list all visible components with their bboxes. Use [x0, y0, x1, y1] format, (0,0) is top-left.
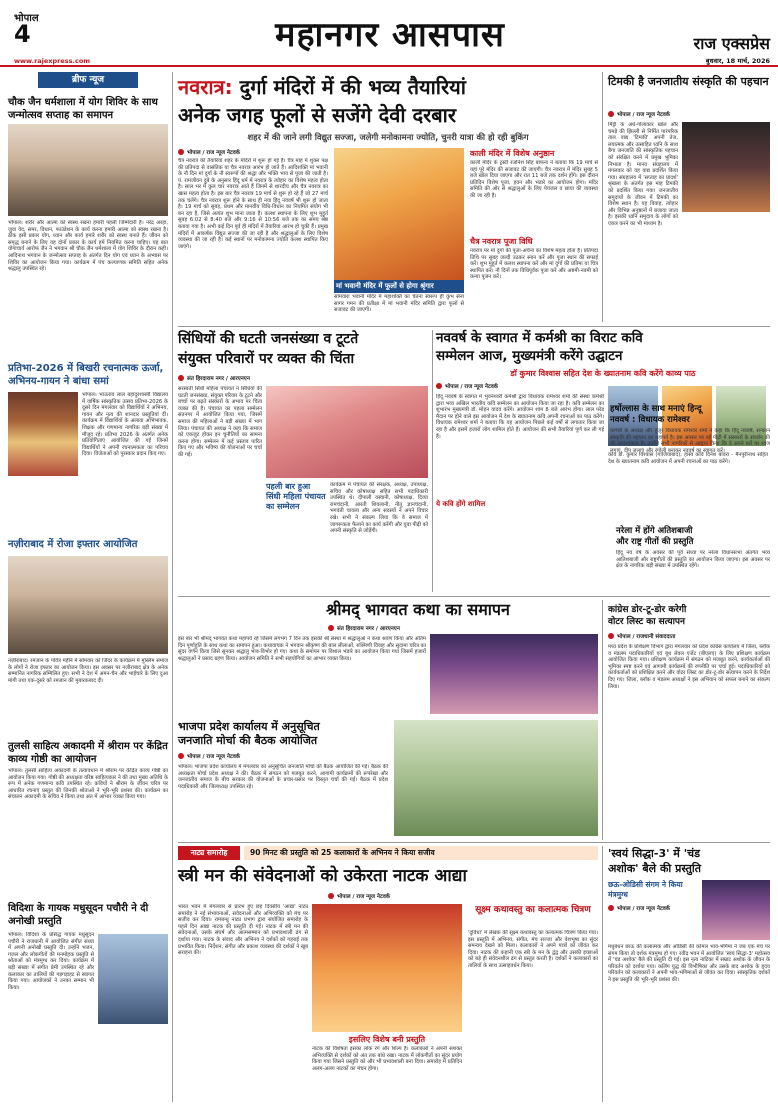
bjp-headline-1: भाजपा प्रदेश कार्यालय में अनुसूचित: [178, 720, 320, 733]
newyear-story: [610, 404, 770, 524]
brief-1-headline: चौक जैन धर्मशाला में योग शिविर के साथ जन्मोत्सव सप्ताह का समापन: [8, 97, 158, 121]
bhagwat-photo: [430, 634, 598, 714]
natya-photo-caption: इसलिए विशेष बनी प्रस्तुति: [348, 1035, 426, 1044]
brief-4-headline: तुलसी साहित्य अकादमी में श्रीराम पर केंद्रित काव्य गोष्ठी का आयोजन: [8, 741, 168, 765]
brief-5-body: भोपाल। विदिशा के प्रसिद्ध गायक मधुसूदन पचौरी ने राजधानी में आयोजित संगीत संध्या में अपनी अनोखी प्रस्तुति दी। उन्होंने भजन, गजल और लोकगीतों की मनमोहक प्रस्तुति से श्रोताओं को मंत्रमुग्ध कर दिया। कार्यक्रम में बड़ी संख्या में संगीत प्रेमी उपस्थित रहे और कलाकार का तालियों की गड़गड़ाहट से स्वागत किया गया। आयोजकों ने उनका सम्मान भी किया।: [8, 932, 94, 991]
sindhi-byline: [178, 374, 250, 382]
masthead-page-no: 4: [14, 20, 31, 48]
masthead-website: www.rajexpress.com: [14, 57, 91, 65]
chaand-sub-head: छऊ-ओडिसी संगम ने किया मंत्रमुग्ध: [608, 880, 683, 899]
masthead-paper: राज एक्सप्रेस: [693, 34, 770, 53]
brief-2-photo: [8, 392, 78, 476]
natya-side-head: सूक्ष्म कथावस्तु का कलात्मक चित्रण: [475, 905, 591, 915]
timki-photo: [682, 122, 770, 212]
congress-headline-1: कांग्रेस डोर-टू-डोर करेगी: [608, 605, 687, 615]
natya-photo: [312, 904, 462, 1032]
lead-side-body-1: काली मंदिर के ट्रस्टी रजनिश सिंह बाफना ने बताया कि 19 मार्च से यहां पूरे मंदिर की सजावट की जाएगी। चैत्र नवरात्र में मंदिर सुबह 5 बजे खोल दिया जाएगा और रात 11 बजे तक दर्शन होंगे। इस दौरान प्रतिदिन विशेष पूजा, हवन और भंडारे का आयोजन होगा। मंदिर समिति की ओर से श्रद्धालुओं के लिए पेयजल व छाया की व्यवस्था की जा रही है।: [470, 160, 598, 199]
brief-3-headline: नज़ीराबाद में रोजा इफ्तार आयोजित: [8, 539, 138, 550]
sindhi-story: [178, 330, 428, 592]
newyear-headline-2: नववर्ष : विधायक रामेश्वर: [610, 415, 690, 425]
chaand-headline-1: 'स्वयं सिद्धा-3' में 'चंड: [608, 847, 700, 860]
masthead-city: भोपाल: [14, 13, 39, 24]
bjp-headline-2: जनजाति मोर्चा की बैठक आयोजित: [178, 734, 318, 747]
kavi-body: हिंदू नववर्ष के स्वागत में भुवनेश्वरी कर्मश्री द्वारा विधायक रामेश्वर शर्मा की संस्था कर्मश्री द्वारा भव्य अखिल भारतीय कवि सम्मेलन का आयोजन किया जा रहा है। कवि सम्मेलन का शुभारंभ मुख्यमंत्री डॉ. मोहन यादव करेंगे। आयोजन शाम 8 बजे आरंभ होगा। लाल परेड मैदान पर होने वाले इस आयोजन में देश के ख्यातनाम कवि अपनी रचनाओं का पाठ करेंगे। विधायक रामेश्वर शर्मा ने बताया कि यह आयोजन पिछले कई वर्षों से लगातार किया जा रहा है और इसमें हजारों लोग शामिल होते हैं। आयोजन की सभी तैयारियां पूर्ण कर ली गई हैं।: [436, 394, 604, 440]
brief-3-photo: [8, 556, 168, 654]
natya-tag: नाट्य समारोह: [178, 846, 240, 860]
natya-byline-text: भोपाल / राज न्यूज नेटवर्क: [337, 894, 390, 900]
brief-column: [8, 72, 168, 1102]
brief-5-headline: विदिशा के गायक मधुसूदन पचौरी ने दी अनोखी प्रस्तुति: [8, 903, 149, 927]
lead-side-body-2: नवरात्र पर मां दुर्गा की पूजा-अर्चना का विशेष महत्व होता है। प्रतिपदा तिथि पर सुबह जल्दी उठकर स्नान करें और पूजा स्थान की सफाई करें। शुभ मुहूर्त में कलश स्थापना करें और मां दुर्गा की प्रतिमा या चित्र स्थापित करें। नौ दिनों तक विधिपूर्वक पूजा करें और अष्टमी-नवमी को कन्या पूजन करें।: [470, 248, 598, 281]
chaand-photo: [702, 880, 770, 940]
masthead-section-title: महानगर आसपास: [275, 15, 505, 55]
bjp-photo: [394, 720, 598, 836]
bjp-byline: [178, 752, 240, 760]
natya-body-2: नाटक की विशेषता इसका लोक रंग और शिल्प है। कलाकारों ने अपनी सशक्त अभिव्यक्ति से दर्शकों को अंत तक बांधे रखा। नाटक में लोकगीतों का सुंदर प्रयोग किया गया जिसने प्रस्तुति को और भी प्रभावशाली बना दिया। समारोह में प्रतिदिन अलग-अलग नाटकों का मंचन होगा।: [312, 1046, 462, 1072]
lead-headline-1: [178, 74, 598, 100]
bhagwat-byline-text: संत हिरदाराम नगर / आरएनएन: [337, 626, 400, 632]
bhagwat-byline: [328, 624, 400, 632]
kavi-byline: [436, 382, 498, 390]
kavi-byline-text: भोपाल / राज न्यूज नेटवर्क: [445, 384, 498, 390]
lead-headline-1-text: दुर्गा मंदिरों में की भव्य तैयारियां: [239, 75, 466, 99]
lead-photo-caption: मां भवानी मंदिर में फूलों से होगा श्रृंगार: [334, 280, 464, 293]
narela-story: [436, 526, 770, 588]
sindhi-headline-2: संयुक्त परिवारों पर व्यक्त की चिंता: [178, 351, 355, 367]
bjp-body: भोपाल। भाजपा प्रदेश कार्यालय में मंगलवार को अनुसूचित जनजाति मोर्चा की बैठक आयोजित की गई। बैठक की अध्यक्षता मोर्चा प्रदेश अध्यक्ष ने की। बैठक में संगठन को मजबूत करने, आगामी कार्यक्रमों की रूपरेखा और जनजातीय समाज के बीच सरकार की योजनाओं के प्रचार-प्रसार पर विस्तृत चर्चा की गई। बैठक में प्रदेश पदाधिकारी और जिलाध्यक्ष उपस्थित रहे।: [178, 764, 388, 790]
masthead: [0, 0, 778, 68]
natya-strap: 90 मिनट की प्रस्तुति को 25 कलाकारों के अभिनय ने किया सजीव: [244, 846, 598, 860]
kavi-poets-head: ये कवि होंगे शामिल: [436, 500, 486, 508]
natya-top-rule: [178, 842, 770, 843]
kavi-headline-2: सम्मेलन आज, मुख्यमंत्री करेंगे उद्घाटन: [436, 348, 623, 364]
chaand-byline-text: भोपाल / राज न्यूज नेटवर्क: [617, 906, 670, 912]
bhagwat-headline: श्रीमद् भागवत कथा का समापन: [326, 600, 510, 619]
sindhi-headline-1: सिंधियों की घटती जनसंख्या व टूटते: [178, 331, 359, 347]
masthead-rule: [0, 65, 778, 67]
kavi-deck: डॉ कुमार विश्वास सहित देश के ख्यातनाम कवि करेंगे काव्य पाठ: [510, 369, 696, 378]
brief-1-body: भोपाल। शरीर और आत्मा को स्वस्थ रखना हमारी पहली जिम्मेदारी है। नरेंद्र अरहा, जुवा वेद, समर, विधान, फाउंडेशन के कार्य करना हमारी आत्मा को स्वस्थ रखना है। ठीक इसी प्रकार योग, ध्यान और कार्य हमारे शरीर को स्वस्थ बनाते हैं। जीवन को समृद्ध बनाने के लिए यह दोनों प्रकार के कार्य हमें नियमित करना चाहिए। यह बात योगाचार्य आरोफ जैन ने भगवान श्री चौक जैन धर्मशाला में योग शिविर के दौरान कही। आदिनाथ भगवान के जन्मोत्सव सप्ताह के अंतर्गत दिन योग एवं ध्यान के अभ्यास पर शिविर का आयोजन किया गया। कार्यक्रम में पंच कल्याणक समिति सहित अनेक श्रद्धालु उपस्थित रहे।: [8, 220, 168, 273]
lead-body: चैत्र नवरात्र की तैयारियां शहर के मंदिरों में शुरू हो गई हैं। चैत्र माह में शुक्ल पक्ष की प्रतिपदा से वासंतिक या चैत्र नवरात्र आरंभ हो जाते हैं। आदिशक्ति मां भवानी के नौ दिन मां दुर्गा के नौ स्वरूपों की श्रद्धा और भक्ति भाव से पूजा की जाती है। पं. रामजीवन दुबे के अनुसार हिंदू धर्म में नवरात्र के त्योहार का विशेष महत्व होता है। साल भर में कुल चार नवरात्र आते हैं जिनमें से शारदीय और चैत्र नवरात्र का खास महत्व होता है। इस बार चैत्र नवरात्र 19 मार्च से शुरू हो रहे हैं जो 27 मार्च तक चलेंगे। चैत्र नवरात्र शुरू होने के साथ ही नया हिंदू नववर्ष भी शुरू हो जाता है। 19 मार्च को सुबह, प्रथम और मानवीय विधि-विधान का नियमित संयोग भी बन रहा है, जिसे अत्यंत शुभ माना जाता है। कलश स्थापना के लिए शुभ मुहूर्त सुबह 6:02 से 8:40 बजे और 9:16 से 10:56 बजे तक का समय श्रेष्ठ बताया गया है। अभी कई दिन पूर्व ही मंदिरों में तैयारियां आरंभ हो चुकी हैं। प्रमुख मंदिरों में आकर्षक विद्युत सज्जा की जा रही है और श्रद्धालुओं के लिए विशेष व्यवस्था की जा रही है। कई स्थानों पर मनोकामना ज्योति कलश स्थापित किए जाएंगे।: [178, 158, 328, 250]
bjp-story: [178, 720, 598, 838]
natya-headline: स्त्री मन की संवेदनाओं को उकेरता नाटक आद्या: [178, 866, 467, 886]
congress-byline: [608, 632, 675, 640]
natya-side-body: 'दुविधा' में लेखक की सूक्ष्म कथावस्तु का कलात्मक चित्रण किया गया। इस प्रस्तुति में अभिनय, संगीत, मंच सज्जा और वेशभूषा का सुंदर समन्वय देखने को मिला। कलाकारों ने अपने पात्रों को जीवंत कर दिया। नाटक की कहानी एक स्त्री के मन के द्वंद्व और उसकी इच्छाओं को बड़े ही संवेदनशील ढंग से प्रस्तुत करती है। दर्शकों ने कलाकारों का तालियों के साथ उत्साहवर्धन किया।: [468, 930, 598, 969]
timki-byline: [608, 110, 670, 118]
narela-headline-1: नरेला में होंगे अतिशबाजी: [616, 526, 693, 536]
bhagwat-story: [178, 600, 598, 716]
lead-kicker: नवरात्र:: [178, 75, 233, 99]
narela-body: हिंदू नव वर्ष के अवसर की पूर्व संध्या पर नरेला विधानसभा अंतर्गत भव्य आतिशबाजी और राष्ट्रगीतों की प्रस्तुति का आयोजन किया जाएगा। इस अवसर पर क्षेत्र के नागरिक बड़ी संख्या में उपस्थित रहेंगे।: [616, 550, 770, 570]
lead-byline-text: भोपाल / राज न्यूज नेटवर्क: [187, 150, 240, 156]
brief-2-headline: प्रतिभा-2026 में बिखरी रचनात्मक ऊर्जा, अभिनय-गायन ने बांधा समां: [8, 363, 164, 387]
natya-byline: [328, 892, 390, 900]
sindhi-body: सरस्वती सिंधी महिला पंचायत ने सिंधियों की घटती जनसंख्या, संयुक्त परिवार के टूटने और बच्चों पर बढ़ते संस्कारों के अभाव पर चिंता व्यक्त की है। पंचायत का पहला सम्मेलन संतनगर में आयोजित किया गया, जिसमें समाज की महिलाओं ने बड़ी संख्या में भाग लिया। पंचायत की अध्यक्ष ने कहा कि समाज को एकजुट होकर इन चुनौतियों का सामना करना होगा। सम्मेलन में कई प्रस्ताव पारित किए गए और भविष्य की योजनाओं पर चर्चा की गई।: [178, 386, 262, 458]
lead-story: [178, 72, 598, 322]
brief-3-body: नज़ीराबाद। रमजान के पवित्र महीने में सोमवार को जिंदर के कार्यक्रम में मुस्लिम समाज के लोगों ने रोजा इफ्तार का आयोजन किया। इस अवसर पर नज़ीराबाद क्षेत्र के अनेक सम्मानित नागरिक सम्मिलित हुए। सभी ने देश में अमन-चैन और भाईचारे के लिए दुआ मांगी तथा एक-दूसरे को रमजान की मुबारकबाद दी।: [8, 658, 168, 684]
natya-story: [178, 846, 598, 1102]
bhagwat-body: इस बार भी श्रीमद् भागवत कथा महापर्व रहे जिसमें लगभग 7 दिन तक इसकी श्री संस्था में श्रद्धालुओं ने कथा श्रवण किया और अंतिम दिन पूर्णाहुति के साथ कथा का समापन हुआ। कथावाचक ने भगवान श्रीकृष्ण की बाल लीलाओं, रुक्मिणी विवाह और सुदामा चरित्र का सुंदर वर्णन किया जिसे सुनकर श्रद्धालु भाव-विभोर हो गए। कथा के समापन पर विशाल भंडारे का आयोजन किया गया जिसमें हजारों श्रद्धालुओं ने प्रसाद ग्रहण किया। आयोजन समिति ने सभी सहयोगियों का आभार व्यक्त किया।: [178, 636, 426, 662]
brief-2-body: भोपाल। भाऊराव लाल बहादुरशास्त्री विद्यालय में वार्षिक सांस्कृतिक उत्सव प्रतिभा-2026 के दूसरे दिन मंगलवार को विद्यार्थियों ने अभिनय, गायन और नृत्य की शानदार प्रस्तुतियां दीं। कार्यक्रम में विद्यार्थियों के अलावा अभिभावक, शिक्षक और गणमान्य नागरिक बड़ी संख्या में मौजूद रहे। प्रतिभा 2026 के अंतर्गत अनेक प्रतियोगिताएं आयोजित की गईं जिनमें विद्यार्थियों ने अपनी रचनात्मकता का परिचय दिया। विजेताओं को पुरस्कार प्रदान किए गए।: [82, 392, 168, 458]
lead-headline-2: अनेक जगह फूलों से सजेंगे देवी दरबार: [178, 103, 457, 127]
sindhi-photo: [266, 386, 428, 478]
narela-headline-2: और राष्ट्र गीतों की प्रस्तुति: [616, 537, 694, 547]
sindhi-divider: [432, 330, 433, 592]
natya-body: भारत भवन में मंगलवार से प्रारंभ हुए छह दिवसीय 'आद्या' नाट्य समारोह ने नई संभावनाओं, सवेदनाओं और अभिव्यक्ति को मंच पर सजीव कर दिया। रामबन्धु नाट्य प्रभाग द्वारा संयोजित समारोह के पहले दिन आद्या नाटक की प्रस्तुति दी गई। नाटक में स्त्री मन की संवेदनाओं, उसके संघर्ष और आत्मसम्मान को प्रभावशाली ढंग से दर्शाया गया। नाटक के संवाद और अभिनय ने दर्शकों को गहराई तक प्रभावित किया। निर्देशन, संगीत और प्रकाश व्यवस्था की दर्शकों ने खूब सराहना की।: [178, 904, 308, 957]
timki-byline-text: भोपाल / राज न्यूज नेटवर्क: [617, 112, 670, 118]
congress-headline-2: वोटर लिस्ट का सत्यापन: [608, 617, 686, 627]
newyear-headline-1: हर्षोल्लास के साथ मनाएं हिन्दू: [610, 404, 702, 414]
newyear-body: कर्मश्री के अध्यक्ष और हुजूर विधायक रामेश्वर शर्मा ने कहा कि हिंदू नववर्ष, सनातन संस्कृति की पहचान का महापर्व है। इस अवसर पर नई पीढ़ी में संस्कारों के संवर्धन की भी आवश्यकता है। उन्होंने सभी नागरिकों से आह्वान किया कि वे अपने घरों पर ध्वज लगाएं, दीप जलाएं और रंगोली बनाकर नववर्ष का स्वागत करें।: [610, 428, 770, 454]
lead-right-divider: [602, 72, 603, 322]
masthead-date: बुधवार, 18 मार्च, 2026: [705, 57, 770, 65]
chaand-story: [608, 846, 770, 1102]
brief-4-body: भोपाल। तुलसी साहित्य अकादमी के तत्वावधान में श्रीराम पर केंद्रित काव्य गोष्ठी का आयोजन किया गया। गोष्ठी की अध्यक्षता वरिष्ठ साहित्यकार ने की तथा मुख्य अतिथि के रूप में अनेक गणमान्य कवि उपस्थित रहे। कवियों ने श्रीराम के जीवन चरित्र पर आधारित रचनाएं प्रस्तुत कीं जिनकी श्रोताओं ने भूरि-भूरि प्रशंसा की। कार्यक्रम का संचालन अकादमी के सचिव ने किया तथा अंत में आभार व्यक्त किया गया।: [8, 768, 168, 801]
mid-rule: [178, 596, 770, 597]
chaand-divider: [602, 846, 603, 1102]
lead-side-head-2: चैत्र नवरात्र पूजा विधि: [470, 237, 533, 246]
timki-body-1: मिट्टी के अर्ध-गोलाकार खोल और चमड़े की झिल्ली से निर्मित पारंपरिक ताल वाद्य 'टिमकी' अपनी तेज, लयात्मक और उत्साहित ध्वनि के साथ बैगा जनजाति की सांस्कृतिक पहचान को संरक्षित करने में प्रमुख भूमिका निभाता है। मानव संग्रहालय में मंगलवार को यह वाद्य प्रदर्शित किया गया। संग्रहालय में 'सप्ताह का प्रादर्श' श्रृंखला के अंतर्गत इस माह टिमकी को प्रदर्शित किया गया। जनजातीय समुदायों के जीवन में टिमकी का विशेष स्थान है। यह विवाह, त्योहार और विभिन्न अनुष्ठानों में बजाया जाता है। इसकी ध्वनि समुदाय के लोगों को एकत्र करने का भी माध्यम है।: [608, 122, 678, 227]
lead-byline: [178, 148, 240, 156]
congress-divider: [602, 600, 603, 840]
brief-1-photo: [8, 124, 168, 216]
sindhi-body-2: कार्यक्रम में पंचायत की संरक्षक, अध्यक्ष, उपाध्यक्ष, सचिव और कोषाध्यक्ष सहित सभी पदाधिकारी उपस्थित थे। दीपाली वस्वानी, कोषाध्यक्ष, दिव्या रामचंदानी, आरती शिवलानी, नीतू ज्ञानचंदानी, भगवंती चावला और अन्य सदस्यों ने अपने विचार रखे। सभी ने संकल्प लिया कि वे समाज में जागरूकता फैलाने का कार्य करेंगी और युवा पीढ़ी को अपनी संस्कृति से जोड़ेंगी।: [330, 482, 428, 535]
bjp-byline-text: भोपाल / राज न्यूज नेटवर्क: [187, 754, 240, 760]
congress-byline-text: भोपाल / राजधानी संवाददाता: [617, 634, 676, 640]
chaand-byline: [608, 904, 670, 912]
lead-photo: [334, 148, 464, 280]
lead-bottom-rule: [178, 326, 770, 327]
lead-photo-sub: सोमवारा भवानी मंदिर में महाशक्ति का चेतना स्वरूप ही कुंभ सेना सागर गमन की प्रतीक्षा में मां भवानी मंदिर समिति द्वारा फूलों से सजावट की जाएगी।: [334, 294, 464, 314]
sindhi-byline-text: संत हिरदाराम नगर / आरएनएन: [187, 376, 250, 382]
timki-headline: टिमकी है जनजातीय संस्कृति की पहचान: [608, 75, 769, 88]
congress-body: मध्य प्रदेश के प्रशिक्षण विभाग द्वारा मंगलवार को प्रदेश कांग्रेस कार्यालय में जिला, ब्लॉक व मंडलम पदाधिकारियों एवं बूथ लेवल एजेंट (बीएलए) के लिए प्रशिक्षण कार्यक्रम आयोजित किया गया। प्रशिक्षण कार्यक्रम में संगठन को मजबूत करने, कार्यकर्ताओं की भूमिका स्पष्ट करने एवं आगामी कार्यक्रमों की रणनीति पर चर्चा हुई। पदाधिकारियों को कार्यकर्ताओं को प्रशिक्षित करने और वोटर लिस्ट का डोर-टू-डोर सत्यापन करने के निर्देश दिए गए। जिला, ब्लॉक व मंडलम अध्यक्षों ने इस अभियान को सफल बनाने का संकल्प लिया।: [608, 644, 770, 690]
kavi-poets-body: कवि डॉ. कुमार विश्वास (गाजियाबाद), हास्य कवि दिनेश बावरा - मैनपुरीनाथ सहित देश के ख्यातनाम कवि आयोजन में अपनी रचनाओं का पाठ करेंगे।: [608, 452, 768, 465]
brief-5-photo: [98, 934, 168, 1024]
congress-story: [608, 604, 770, 840]
timki-story: [608, 72, 770, 322]
lead-side-head-1: काली मंदिर में विशेष अनुष्ठान: [470, 149, 555, 158]
kavi-headline-1: नववर्ष के स्वागत में कर्मश्री का विराट कवि: [436, 330, 643, 346]
chaand-body: मधुबंधन छाऊ की कलात्मक और ओडिसी की कोमल भाव-भंगिमा ने जब एक मंच पर संगम किया तो दर्शक मंत्रमुग्ध हो गए। रवींद्र भवन में आयोजित 'स्वयं सिद्धा-3' महोत्सव में 'चंड अशोक' बैले की प्रस्तुति दी गई। इस नृत्य नाटिका में सम्राट अशोक के जीवन के परिवर्तन को दर्शाया गया। कलिंग युद्ध की विभीषिका और उसके बाद अशोक के हृदय परिवर्तन को कलाकारों ने अपनी भाव-भंगिमाओं से जीवंत कर दिया। सांस्कृतिक दर्शकों ने इस प्रस्तुति की भूरि-भूरि प्रशंसा की।: [608, 944, 770, 983]
brief-divider: [172, 72, 173, 1102]
sindhi-photo-caption: पहली बार हुआ सिंधी महिला पंचायत का सम्मेलन: [266, 482, 326, 511]
chaand-headline-2: अशोक' बैले की प्रस्तुति: [608, 862, 701, 875]
lead-deck: शहर में की जाने लगी विद्युत सज्जा, जलेगी मनोकामना ज्योति, चुनरी यात्रा की हो रही बुकिंग: [247, 132, 529, 142]
brief-label: ब्रीफ न्यूज: [38, 72, 138, 88]
